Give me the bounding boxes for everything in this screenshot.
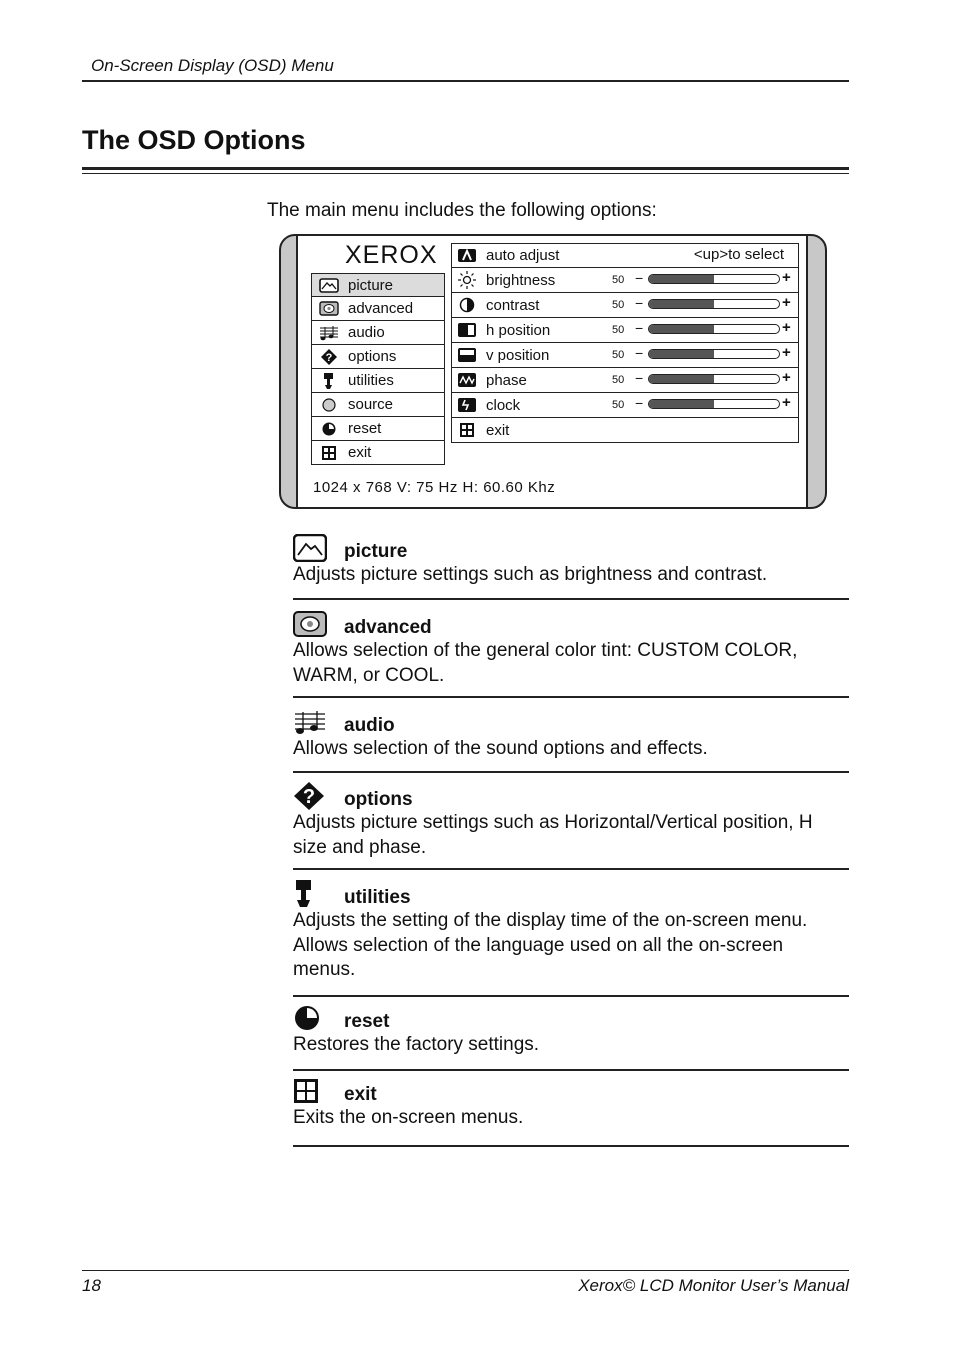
option-name: audio: [344, 715, 395, 736]
source-icon: [318, 397, 340, 413]
decrease-sign: −: [635, 370, 644, 386]
picture-icon: [293, 533, 327, 563]
separator: [293, 995, 849, 997]
osd-sub-h-position: [451, 318, 799, 343]
osd-menu-item-reset: [311, 417, 445, 441]
v-position-value: 50: [612, 349, 625, 361]
osd-sub-label: h position: [486, 321, 551, 339]
select-hint: <up>to select: [693, 246, 784, 263]
clock-icon: [456, 397, 478, 413]
osd-menu-label: reset: [348, 420, 382, 437]
separator: [293, 771, 849, 773]
osd-menu-item-advanced: [311, 297, 445, 321]
svg-text:?: ?: [302, 786, 316, 808]
option-options: [293, 781, 849, 860]
decrease-sign: −: [635, 295, 644, 311]
osd-sub-label: exit: [486, 421, 510, 439]
reset-icon: [293, 1003, 327, 1033]
options-icon: [293, 781, 327, 811]
page-number: 18: [82, 1276, 101, 1295]
title-rule: [82, 167, 849, 170]
osd-menu-label: utilities: [348, 372, 394, 389]
osd-sub-v-position: [451, 343, 799, 368]
h-position-icon: [456, 322, 478, 338]
option-audio: [293, 707, 849, 762]
osd-menu-label: options: [348, 348, 397, 365]
osd-menu-item-source: [311, 393, 445, 417]
osd-sub-exit: [451, 418, 799, 443]
footer-rule: [82, 1270, 849, 1271]
option-picture: [293, 533, 849, 588]
options-icon: [318, 349, 340, 365]
phase-icon: [456, 372, 478, 388]
osd-menu-label: audio: [348, 324, 385, 341]
osd-sub-clock: [451, 393, 799, 418]
option-name: reset: [344, 1011, 390, 1032]
advanced-icon: [318, 301, 340, 317]
option-reset: [293, 1003, 849, 1058]
manual-title: Xerox© LCD Monitor User’s Manual: [578, 1276, 849, 1295]
running-header: On-Screen Display (OSD) Menu: [91, 56, 334, 75]
option-description: Allows selection of the sound options and effects.: [293, 738, 708, 759]
osd-sub-contrast: [451, 293, 799, 318]
osd-sub-label: contrast: [486, 296, 540, 314]
clock-slider: [648, 399, 780, 409]
osd-menu-label: advanced: [348, 300, 414, 317]
osd-sub-auto-adjust: [451, 243, 799, 268]
osd-main-menu: [311, 273, 445, 465]
option-name: advanced: [344, 617, 432, 638]
option-name: picture: [344, 541, 408, 562]
osd-sub-label: brightness: [486, 271, 556, 289]
slider-fill: [649, 300, 714, 308]
option-description: Adjusts picture settings such as Horizontal/Vertical position, H size and phase.: [293, 812, 813, 858]
resolution-readout: 1024 x 768 V: 75 Hz H: 60.60 Khz: [313, 479, 556, 496]
increase-sign: +: [782, 269, 791, 286]
exit-icon: [318, 445, 340, 461]
separator: [293, 696, 849, 698]
brightness-value: 50: [612, 274, 625, 286]
contrast-slider: [648, 299, 780, 309]
svg-text:?: ?: [325, 351, 333, 364]
separator: [293, 868, 849, 870]
increase-sign: +: [782, 369, 791, 386]
slider-fill: [649, 275, 714, 283]
option-description: Adjusts picture settings such as brightness and contrast.: [293, 564, 768, 585]
audio-icon: [318, 325, 340, 341]
option-advanced: [293, 609, 849, 688]
increase-sign: +: [782, 344, 791, 361]
v-position-slider: [648, 349, 780, 359]
option-name: utilities: [344, 887, 411, 908]
contrast-icon: [456, 297, 478, 313]
h-position-value: 50: [612, 324, 625, 336]
exit-icon: [456, 422, 478, 438]
osd-menu-item-audio: [311, 321, 445, 345]
osd-submenu: [451, 243, 799, 443]
h-position-slider: [648, 324, 780, 334]
option-exit: [293, 1076, 849, 1131]
option-name: options: [344, 789, 413, 810]
osd-sub-phase: [451, 368, 799, 393]
osd-sub-brightness: [451, 268, 799, 293]
increase-sign: +: [782, 394, 791, 411]
auto-adjust-icon: [456, 248, 478, 264]
slider-fill: [649, 375, 714, 383]
v-position-icon: [456, 347, 478, 363]
decrease-sign: −: [635, 320, 644, 336]
phase-value: 50: [612, 374, 625, 386]
advanced-icon: [293, 609, 327, 639]
intro-text: The main menu includes the following options:: [267, 200, 657, 221]
osd-sub-label: auto adjust: [486, 247, 560, 264]
title-rule-thin: [82, 173, 849, 174]
utilities-icon: [293, 879, 327, 909]
osd-menu-item-exit: [311, 441, 445, 465]
osd-sub-label: clock: [486, 396, 521, 414]
option-description: Allows selection of the general color tint: CUSTOM COLOR, WARM, or COOL.: [293, 640, 798, 686]
osd-menu-item-options: [311, 345, 445, 369]
osd-sub-label: v position: [486, 346, 550, 364]
section-title: The OSD Options: [82, 125, 306, 155]
separator: [293, 1145, 849, 1147]
slider-fill: [649, 325, 714, 333]
increase-sign: +: [782, 319, 791, 336]
osd-menu-label: exit: [348, 444, 372, 461]
separator: [293, 598, 849, 600]
contrast-value: 50: [612, 299, 625, 311]
utilities-icon: [318, 373, 340, 389]
brightness-icon: [456, 272, 478, 288]
option-description: Exits the on-screen menus.: [293, 1107, 524, 1128]
phase-slider: [648, 374, 780, 384]
separator: [293, 1069, 849, 1071]
osd-sub-label: phase: [486, 371, 527, 389]
option-name: exit: [344, 1084, 377, 1105]
xerox-logo: XEROX: [345, 241, 438, 269]
clock-value: 50: [612, 399, 625, 411]
decrease-sign: −: [635, 395, 644, 411]
option-utilities: [293, 879, 849, 983]
osd-menu-item-utilities: [311, 369, 445, 393]
brightness-slider: [648, 274, 780, 284]
slider-fill: [649, 400, 714, 408]
exit-icon: [293, 1076, 327, 1106]
picture-icon: [318, 277, 340, 293]
audio-icon: [293, 707, 327, 737]
osd-menu-item-picture: [311, 273, 445, 297]
slider-fill: [649, 350, 714, 358]
header-rule: [82, 80, 849, 82]
decrease-sign: −: [635, 270, 644, 286]
option-description: Adjusts the setting of the display time of the on-screen menu. Allows selection of the language used on all the on-screen menus.: [293, 910, 808, 980]
increase-sign: +: [782, 294, 791, 311]
osd-menu-label: source: [348, 396, 394, 413]
reset-icon: [318, 421, 340, 437]
option-description: Restores the factory settings.: [293, 1034, 540, 1055]
decrease-sign: −: [635, 345, 644, 361]
osd-menu-label: picture: [348, 276, 394, 294]
